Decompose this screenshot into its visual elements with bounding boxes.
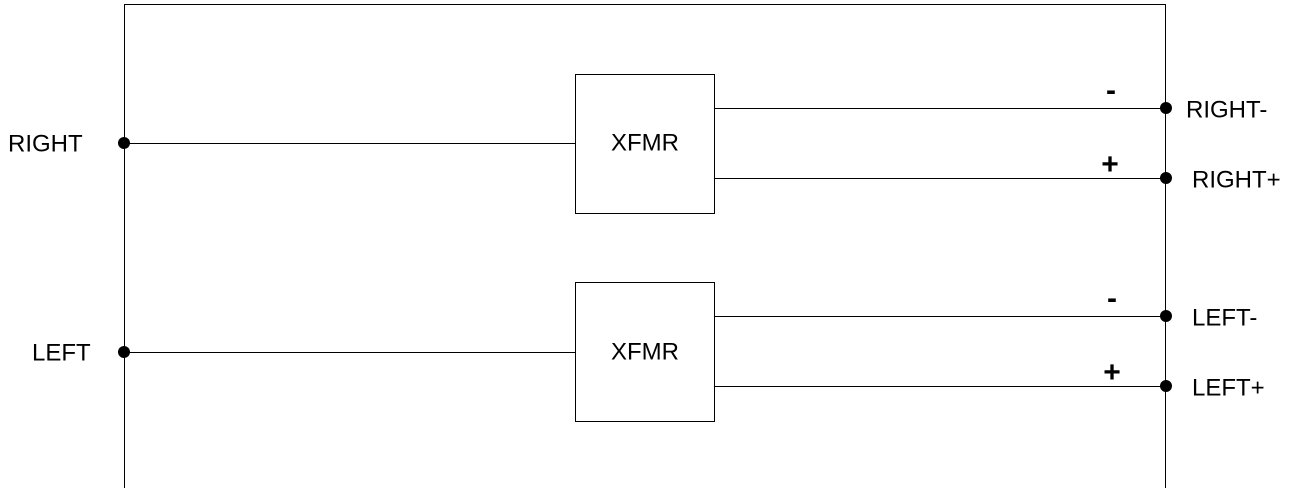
- left-minus-output-label: LEFT-: [1192, 304, 1258, 332]
- right-channel: [8, 74, 1281, 214]
- left-channel: [32, 282, 1265, 422]
- right-plus-output-label: RIGHT+: [1192, 166, 1281, 194]
- left-plus-terminal: [1160, 380, 1172, 392]
- right-input-label: RIGHT: [8, 130, 83, 158]
- right-minus-output-label: RIGHT-: [1186, 96, 1268, 124]
- right-minus-terminal: [1160, 102, 1172, 114]
- left-input-terminal: [118, 346, 130, 358]
- left-transformer-label: XFMR: [611, 338, 679, 366]
- left-minus-sign: -: [1107, 281, 1117, 315]
- right-transformer-label: XFMR: [611, 129, 679, 157]
- right-plus-terminal: [1160, 172, 1172, 184]
- right-minus-sign: -: [1106, 73, 1116, 107]
- left-input-label: LEFT: [32, 339, 91, 367]
- left-plus-output-label: LEFT+: [1192, 374, 1265, 402]
- right-input-terminal: [118, 137, 130, 149]
- left-plus-sign: +: [1103, 355, 1121, 389]
- left-minus-terminal: [1160, 310, 1172, 322]
- right-plus-sign: +: [1101, 147, 1119, 181]
